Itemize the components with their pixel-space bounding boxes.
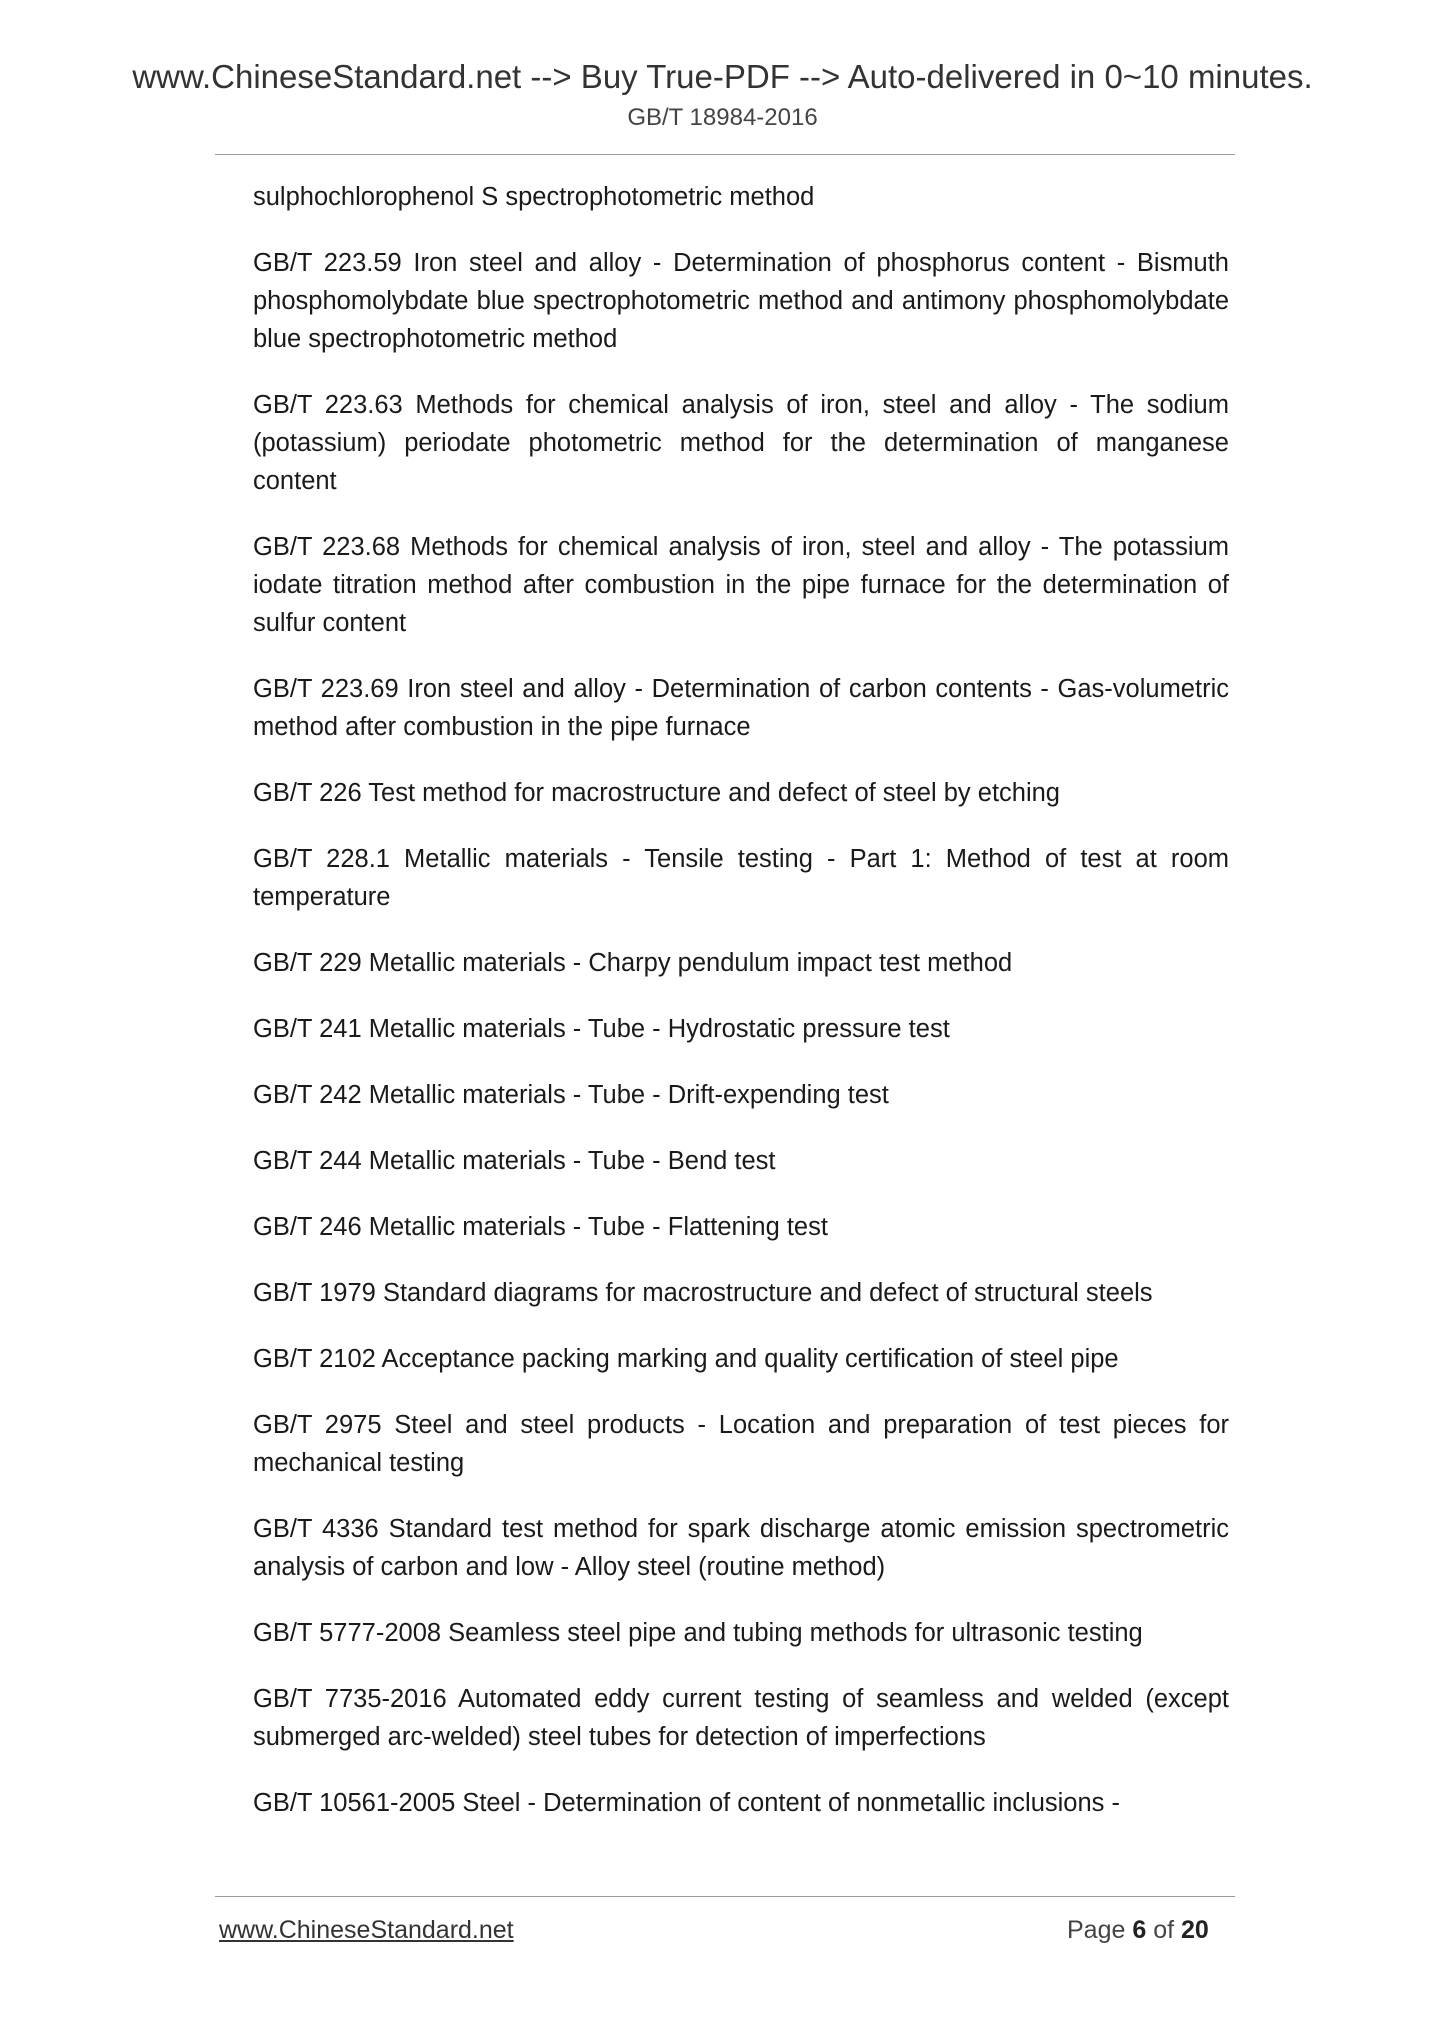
top-banner: www.ChineseStandard.net --> Buy True-PDF --> Auto-delivered in 0~10 minutes.	[132, 58, 1313, 95]
reference-entry: GB/T 223.68 Methods for chemical analysis of iron, steel and alloy - The potassium iodate titration method after combustion in the pipe furnace for the determination of sulfur content	[253, 533, 1229, 637]
header-divider	[215, 154, 1235, 155]
standard-code: GB/T 18984-2016	[627, 104, 818, 131]
footer-site-link[interactable]: www.ChineseStandard.net	[219, 1916, 514, 1944]
reference-entry: GB/T 223.59 Iron steel and alloy - Determination of phosphorus content - Bismuth phosphomolybdate blue spectrophotometric method and antimony phosphomolybdate blue spectrophotometric method	[253, 249, 1229, 353]
reference-entry: GB/T 7735-2016 Automated eddy current testing of seamless and welded (except submerged arc-welded) steel tubes for detection of imperfections	[253, 1685, 1229, 1751]
reference-entry: GB/T 10561-2005 Steel - Determination of content of nonmetallic inclusions -	[253, 1789, 1120, 1817]
reference-entry: GB/T 242 Metallic materials - Tube - Drift-expending test	[253, 1081, 889, 1109]
reference-entry: GB/T 226 Test method for macrostructure and defect of steel by etching	[253, 779, 1060, 807]
reference-entry: GB/T 1979 Standard diagrams for macrostructure and defect of structural steels	[253, 1279, 1153, 1307]
page-of-word: of	[1153, 1916, 1175, 1944]
reference-list	[253, 178, 1229, 1850]
reference-entry: sulphochlorophenol S spectrophotometric method	[253, 183, 815, 211]
reference-entry: GB/T 229 Metallic materials - Charpy pendulum impact test method	[253, 949, 1013, 977]
reference-entry: GB/T 2102 Acceptance packing marking and quality certification of steel pipe	[253, 1345, 1119, 1373]
reference-entry: GB/T 5777-2008 Seamless steel pipe and tubing methods for ultrasonic testing	[253, 1619, 1143, 1647]
footer-divider	[215, 1896, 1235, 1897]
page-current: 6	[1132, 1916, 1147, 1944]
reference-entry: GB/T 228.1 Metallic materials - Tensile testing - Part 1: Method of test at room temperature	[253, 845, 1229, 911]
reference-entry: GB/T 246 Metallic materials - Tube - Flattening test	[253, 1213, 828, 1241]
reference-entry: GB/T 2975 Steel and steel products - Location and preparation of test pieces for mechanical testing	[253, 1411, 1229, 1477]
reference-entry: GB/T 223.63 Methods for chemical analysis of iron, steel and alloy - The sodium (potassium) periodate photometric method for the determination of manganese content	[253, 391, 1229, 495]
reference-entry: GB/T 4336 Standard test method for spark discharge atomic emission spectrometric analysis of carbon and low - Alloy steel (routine method)	[253, 1515, 1229, 1581]
page-indicator	[1067, 1914, 1209, 1946]
reference-entry: GB/T 244 Metallic materials - Tube - Bend test	[253, 1147, 776, 1175]
page-total: 20	[1181, 1916, 1209, 1944]
reference-entry: GB/T 241 Metallic materials - Tube - Hydrostatic pressure test	[253, 1015, 950, 1043]
page-word: Page	[1067, 1916, 1126, 1944]
reference-entry: GB/T 223.69 Iron steel and alloy - Determination of carbon contents - Gas-volumetric method after combustion in the pipe furnace	[253, 675, 1229, 741]
